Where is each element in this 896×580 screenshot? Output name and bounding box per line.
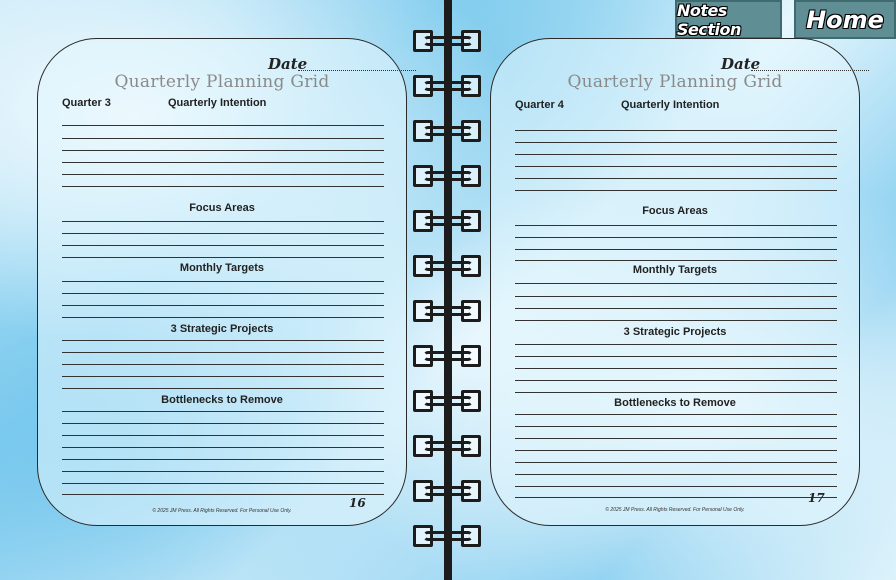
writing-line[interactable]: [515, 308, 837, 309]
binder-ring-icon: [413, 210, 483, 240]
binder-ring-icon: [413, 345, 483, 375]
intention-label: Quarterly Intention: [168, 97, 267, 109]
writing-line[interactable]: [515, 237, 837, 238]
writing-line[interactable]: [62, 281, 384, 282]
page-number: 17: [808, 491, 825, 505]
writing-line[interactable]: [62, 317, 384, 318]
date-label: Date: [721, 55, 761, 73]
binder-ring-icon: [413, 30, 483, 60]
writing-line[interactable]: [62, 352, 384, 353]
writing-line[interactable]: [515, 296, 837, 297]
writing-line[interactable]: [62, 364, 384, 365]
notes-section-button[interactable]: Notes Section: [675, 0, 782, 39]
writing-line[interactable]: [515, 190, 837, 191]
binder-ring-icon: [413, 255, 483, 285]
writing-line[interactable]: [515, 497, 837, 498]
writing-line[interactable]: [515, 356, 837, 357]
binder-ring-icon: [413, 75, 483, 105]
date-field[interactable]: [268, 53, 386, 73]
section-bottlenecks: Bottlenecks to Remove: [614, 397, 736, 409]
page-title: Quarterly Planning Grid: [114, 72, 330, 92]
writing-line[interactable]: [62, 411, 384, 412]
writing-line[interactable]: [515, 438, 837, 439]
section-monthly-targets: Monthly Targets: [179, 262, 265, 274]
writing-line[interactable]: [515, 225, 837, 226]
writing-line[interactable]: [62, 376, 384, 377]
home-button[interactable]: Home: [794, 0, 896, 39]
writing-line[interactable]: [515, 486, 837, 487]
section-focus-areas: Focus Areas: [189, 202, 255, 214]
writing-line[interactable]: [62, 245, 384, 246]
writing-line[interactable]: [515, 283, 837, 284]
quarter-label: Quarter 4: [515, 99, 564, 111]
writing-line[interactable]: [62, 125, 384, 126]
writing-line[interactable]: [62, 293, 384, 294]
writing-line[interactable]: [515, 249, 837, 250]
section-monthly-targets: Monthly Targets: [632, 264, 718, 276]
planner-page-right: [490, 38, 860, 526]
writing-line[interactable]: [515, 260, 837, 261]
writing-line[interactable]: [62, 483, 384, 484]
writing-line[interactable]: [515, 462, 837, 463]
writing-line[interactable]: [62, 435, 384, 436]
writing-line[interactable]: [515, 450, 837, 451]
writing-line[interactable]: [62, 305, 384, 306]
writing-line[interactable]: [62, 388, 384, 389]
page-title: Quarterly Planning Grid: [567, 72, 783, 92]
writing-line[interactable]: [62, 162, 384, 163]
date-label: Date: [268, 55, 308, 73]
intention-label: Quarterly Intention: [621, 99, 720, 111]
writing-line[interactable]: [515, 178, 837, 179]
binder-ring-icon: [413, 120, 483, 150]
writing-line[interactable]: [515, 142, 837, 143]
writing-line[interactable]: [62, 138, 384, 139]
copyright-notice: © 2025 JM Press. All Rights Reserved. For Personal Use Only.: [152, 508, 292, 514]
writing-line[interactable]: [515, 130, 837, 131]
writing-line[interactable]: [62, 340, 384, 341]
section-bottlenecks: Bottlenecks to Remove: [161, 394, 283, 406]
writing-line[interactable]: [62, 221, 384, 222]
planner-page-left: [37, 38, 407, 526]
writing-line[interactable]: [515, 320, 837, 321]
page-number: 16: [349, 496, 366, 510]
binder-ring-icon: [413, 480, 483, 510]
writing-line[interactable]: [62, 471, 384, 472]
writing-line[interactable]: [62, 257, 384, 258]
binder-ring-icon: [413, 435, 483, 465]
writing-line[interactable]: [515, 368, 837, 369]
writing-line[interactable]: [62, 459, 384, 460]
writing-line[interactable]: [62, 233, 384, 234]
writing-line[interactable]: [62, 150, 384, 151]
writing-line[interactable]: [62, 423, 384, 424]
binder-ring-icon: [413, 525, 483, 555]
date-line: [298, 70, 416, 71]
binder-ring-icon: [413, 390, 483, 420]
copyright-notice: © 2025 JM Press. All Rights Reserved. For Personal Use Only.: [605, 507, 745, 513]
writing-line[interactable]: [515, 166, 837, 167]
writing-line[interactable]: [62, 447, 384, 448]
binder-ring-icon: [413, 165, 483, 195]
writing-line[interactable]: [515, 344, 837, 345]
writing-line[interactable]: [515, 154, 837, 155]
writing-line[interactable]: [515, 414, 837, 415]
writing-line[interactable]: [62, 174, 384, 175]
writing-line[interactable]: [515, 474, 837, 475]
section-strategic-projects: 3 Strategic Projects: [623, 326, 727, 338]
date-field[interactable]: [721, 53, 839, 73]
writing-line[interactable]: [62, 186, 384, 187]
section-strategic-projects: 3 Strategic Projects: [170, 323, 274, 335]
quarter-label: Quarter 3: [62, 97, 111, 109]
writing-line[interactable]: [515, 392, 837, 393]
writing-line[interactable]: [515, 380, 837, 381]
writing-line[interactable]: [515, 426, 837, 427]
date-line: [751, 70, 869, 71]
binder-ring-icon: [413, 300, 483, 330]
section-focus-areas: Focus Areas: [642, 205, 708, 217]
writing-line[interactable]: [62, 494, 384, 495]
